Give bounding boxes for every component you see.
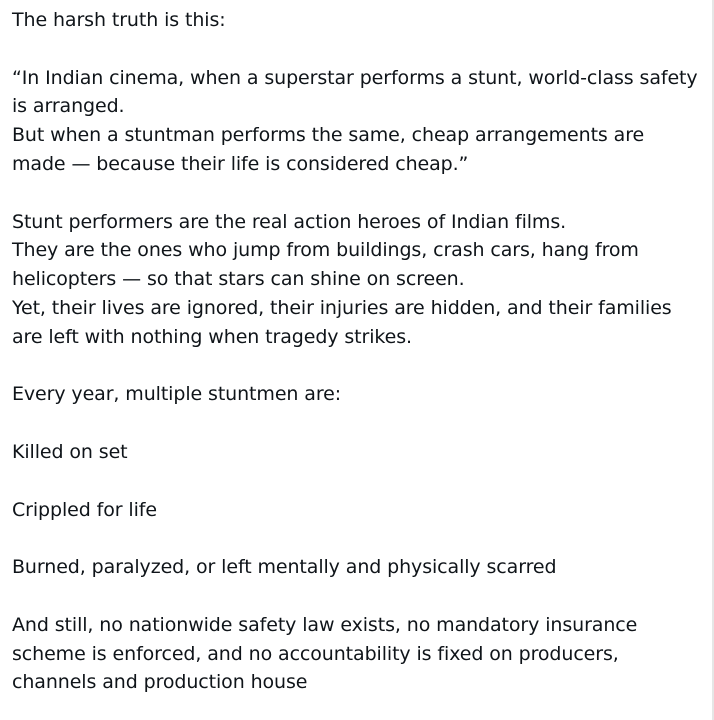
body-paragraph	[12, 208, 702, 352]
body-line: Stunt performers are the real action heroes of Indian films.	[12, 210, 567, 233]
closing-paragraph: And still, no nationwide safety law exists, no mandatory insurance scheme is enforced, and no accountability is fixed on producers, channels and production house	[12, 613, 638, 694]
list-item: Crippled for life	[12, 498, 157, 521]
paragraph-gap	[12, 179, 702, 208]
intro-paragraph: The harsh truth is this:	[12, 9, 226, 31]
paragraph-gap	[12, 409, 702, 438]
paragraph-gap	[12, 352, 702, 381]
body-line: They are the ones who jump from buildings, crash cars, hang from helicopters — so that stars can shine on screen.	[12, 239, 639, 291]
paragraph-gap	[12, 35, 702, 64]
list-intro: Every year, multiple stuntmen are:	[12, 383, 342, 406]
list-item: Killed on set	[12, 440, 128, 463]
post-text	[12, 6, 702, 697]
quote-line: “In Indian cinema, when a superstar performs a stunt, world-class safety is arranged.	[12, 66, 698, 118]
quote-paragraph	[12, 64, 702, 179]
list-item: Burned, paralyzed, or left mentally and physically scarred	[12, 556, 557, 579]
paragraph-gap	[12, 524, 702, 553]
quote-line: But when a stuntman performs the same, cheap arrangements are made — because their life is considered cheap.”	[12, 124, 645, 175]
paragraph-gap	[12, 467, 702, 496]
paragraph-gap	[12, 582, 702, 611]
body-line: Yet, their lives are ignored, their injuries are hidden, and their families are left with nothing when tragedy strikes.	[12, 296, 672, 348]
